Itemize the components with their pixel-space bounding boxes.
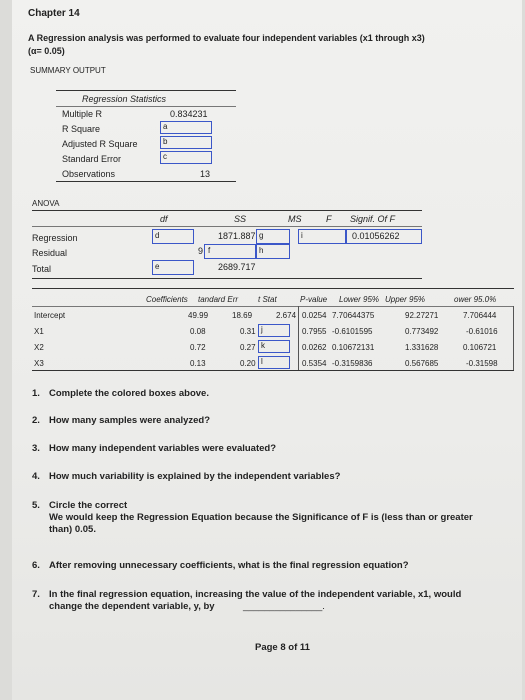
summary-output-label: SUMMARY OUTPUT: [30, 66, 106, 75]
coef-header: Coefficients: [146, 295, 188, 304]
answer-box-f[interactable]: [204, 244, 256, 259]
coef-row-label: X1: [34, 327, 44, 336]
coef-t: 2.674: [276, 311, 297, 320]
anova-row-label: Regression: [32, 233, 78, 243]
coef-lower2: 0.106721: [463, 343, 497, 352]
question-text: Circle the correct: [49, 500, 128, 511]
regression-statistics-title: Regression Statistics: [82, 94, 167, 104]
stat-label: Observations: [62, 169, 116, 179]
answer-box-a[interactable]: [160, 121, 212, 134]
coef-p: 0.7955: [302, 327, 327, 336]
coef-lower: 0.10672131: [332, 343, 375, 352]
stat-label: Standard Error: [62, 154, 122, 164]
question-text: How many samples were analyzed?: [49, 415, 211, 426]
intro-line-1: A Regression analysis was performed to evaluate four independent variables (x1 through x3): [28, 33, 425, 43]
intro-line-2: (α= 0.05): [28, 46, 65, 56]
answer-box-c[interactable]: [160, 151, 212, 164]
coef-lower: 7.70644375: [332, 311, 375, 320]
anova-ss: f: [208, 246, 211, 255]
anova-header: SS: [234, 214, 247, 224]
coef-header: tandard Err: [198, 295, 239, 304]
coef-lower2: -0.61016: [466, 327, 498, 336]
page-footer: Page 8 of 11: [255, 642, 310, 653]
anova-signif: 0.01056262: [352, 231, 400, 241]
anova-ms: h: [259, 246, 264, 255]
anova-f: i: [301, 231, 303, 240]
coef-upper: 0.773492: [405, 327, 439, 336]
question-text-line: We would keep the Regression Equation because the Significance of F is (less than or greater: [49, 512, 473, 523]
stat-label: Adjusted R Square: [62, 139, 138, 149]
coef-t: k: [261, 341, 265, 350]
anova-df: e: [155, 262, 160, 271]
anova-header: df: [160, 214, 168, 224]
anova-ms: g: [259, 231, 264, 240]
coef-t: j: [261, 325, 263, 334]
coef-value: 49.99: [188, 311, 209, 320]
answer-box-b[interactable]: [160, 136, 212, 149]
question-number: 3.: [32, 443, 40, 454]
anova-row-label: Total: [32, 264, 52, 274]
coef-p: 0.5354: [302, 359, 327, 368]
document-page: [12, 0, 522, 700]
anova-ss: 1871.887: [218, 231, 256, 241]
coef-p: 0.0254: [302, 311, 327, 320]
anova-ss: 2689.717: [218, 262, 256, 272]
stat-label: R Square: [62, 124, 101, 134]
anova-df: d: [155, 231, 160, 240]
coef-header: P-value: [300, 295, 328, 304]
question-text: In the final regression equation, increasing the value of the independent variable, x1, would: [49, 589, 462, 600]
coef-upper: 1.331628: [405, 343, 439, 352]
question-number: 2.: [32, 415, 40, 426]
question-text: How much variability is explained by the independent variables?: [49, 471, 341, 482]
coef-value: 0.72: [190, 343, 206, 352]
anova-title: ANOVA: [32, 199, 60, 208]
stat-value: b: [163, 137, 168, 146]
coef-lower: -0.3159836: [332, 359, 373, 368]
stat-label: Multiple R: [62, 109, 103, 119]
question-text-line: change the dependent variable, y, by: [49, 601, 215, 612]
anova-header: F: [326, 214, 332, 224]
coef-lower2: 7.706444: [463, 311, 497, 320]
question-number: 6.: [32, 560, 40, 571]
coef-header: Lower 95%: [339, 295, 380, 304]
stat-value: 13: [200, 169, 211, 179]
answer-box-i[interactable]: [298, 229, 346, 244]
question-number: 5.: [32, 500, 40, 511]
question-number: 4.: [32, 471, 40, 482]
anova-header: MS: [288, 214, 302, 224]
coef-se: 18.69: [232, 311, 253, 320]
stat-value: 0.834231: [170, 109, 208, 119]
coef-p: 0.0262: [302, 343, 327, 352]
coef-upper: 0.567685: [405, 359, 439, 368]
coef-row-label: X2: [34, 343, 44, 352]
coef-header: ower 95.0%: [454, 295, 497, 304]
coef-value: 0.08: [190, 327, 206, 336]
coef-upper: 92.27271: [405, 311, 439, 320]
coef-lower: -0.6101595: [332, 327, 373, 336]
coef-row-label: X3: [34, 359, 44, 368]
coef-se: 0.27: [240, 343, 256, 352]
chapter-title: Chapter 14: [28, 8, 80, 19]
coef-se: 0.31: [240, 327, 256, 336]
coef-value: 0.13: [190, 359, 206, 368]
stat-value: a: [163, 122, 168, 131]
coef-row-label: Intercept: [34, 311, 66, 320]
coef-lower2: -0.31598: [466, 359, 498, 368]
anova-df: 9: [198, 246, 204, 256]
question-number: 1.: [32, 388, 40, 399]
answer-blank[interactable]: _______________.: [243, 601, 325, 612]
anova-row-label: Residual: [32, 248, 68, 258]
coef-header: Upper 95%: [385, 295, 426, 304]
question-text-line: than) 0.05.: [49, 524, 96, 535]
question-text: After removing unnecessary coefficients, what is the final regression equation?: [49, 560, 409, 571]
question-number: 7.: [32, 589, 40, 600]
anova-header: Signif. Of F: [350, 214, 396, 224]
coef-t: l: [261, 357, 263, 366]
question-text: Complete the colored boxes above.: [49, 388, 209, 399]
stat-value: c: [163, 152, 167, 161]
coef-se: 0.20: [240, 359, 256, 368]
question-text: How many independent variables were evaluated?: [49, 443, 277, 454]
coef-header: t Stat: [258, 295, 277, 304]
